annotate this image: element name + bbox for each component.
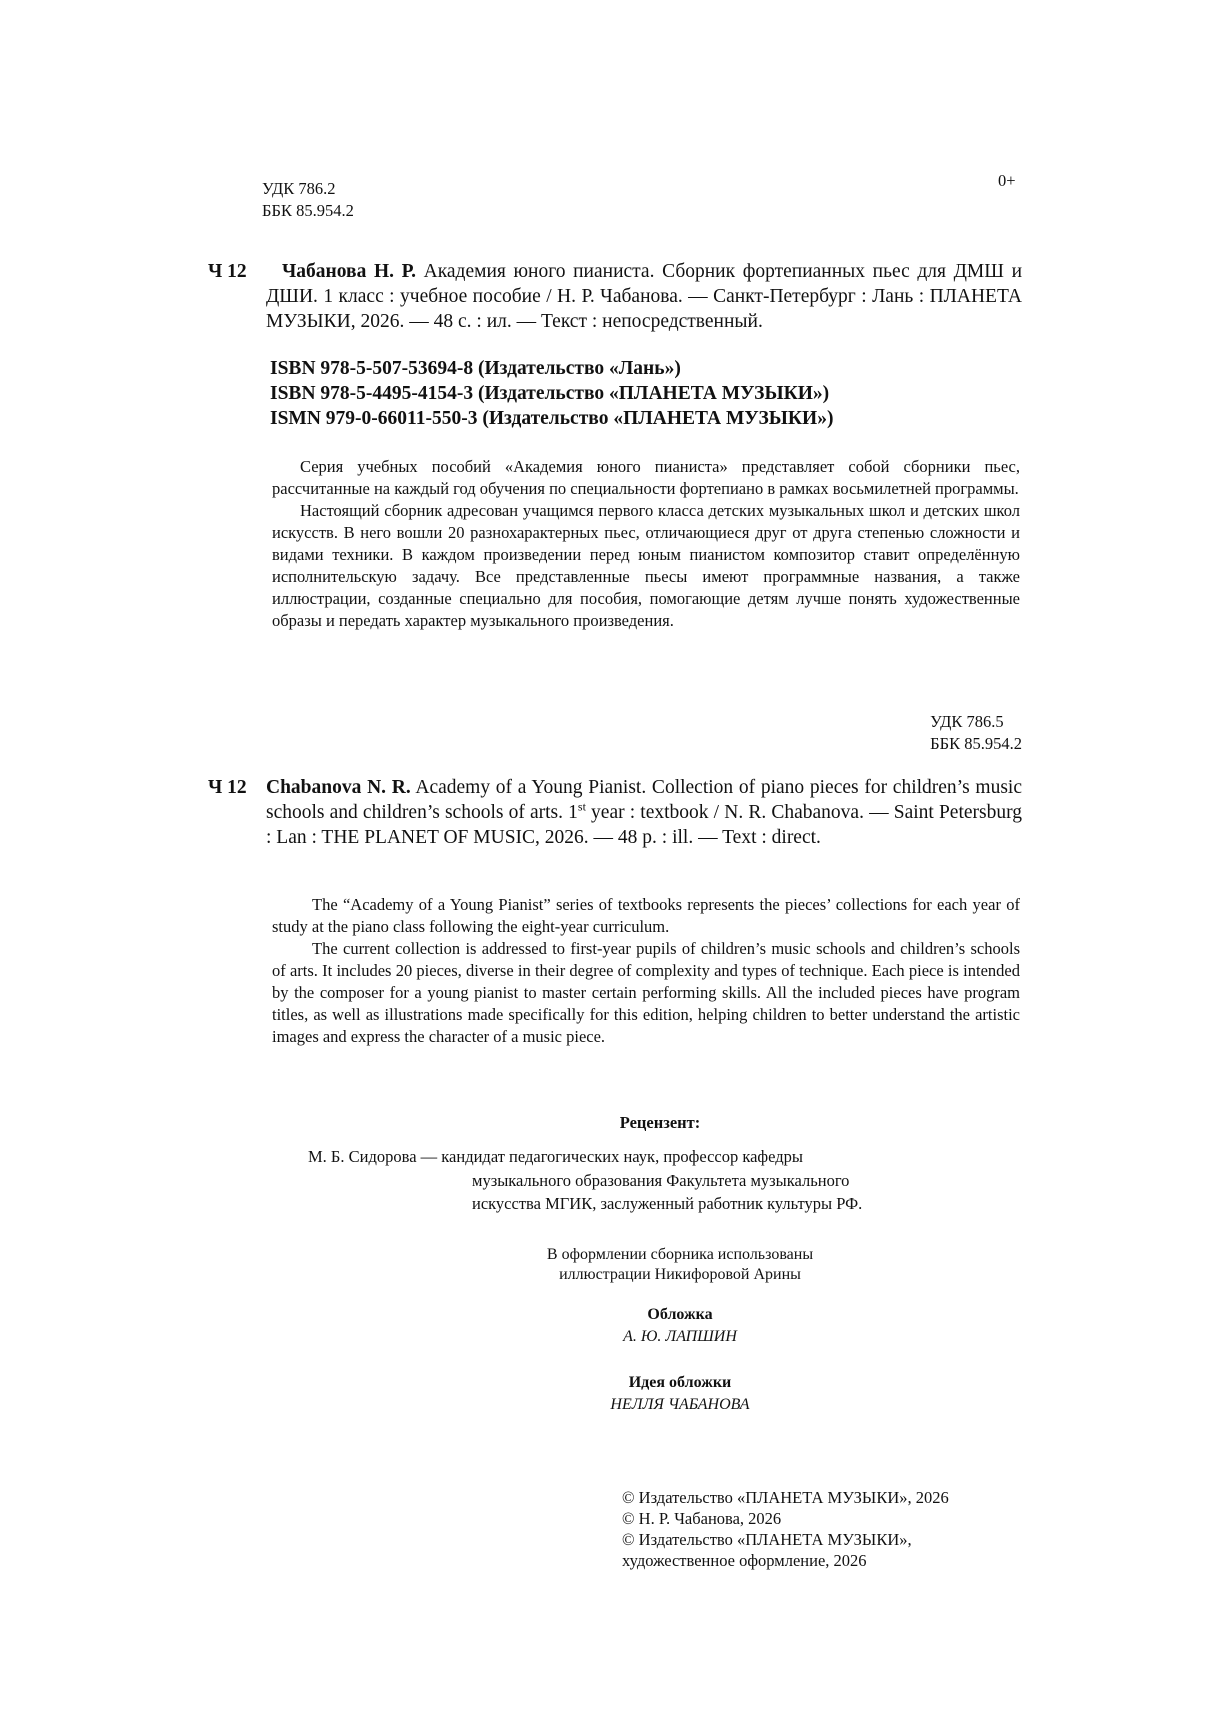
ru-abstract-paragraph: Настоящий сборник адресован учащимся первого класса детских музыкальных школ и детских школ искусств. В него вошли 20 разнохарактерных пьес, отличающиеся друг от друга степенью сложности и видами техники. В каждом произведении перед юным пианистом композитор ставит определённую исполнительскую задачу. Все представленные пьесы имеют программные названия, а также иллюстрации, созданные специально для пособия, помогающие детям лучше понять художественные образы и передать характер музыкального произведения. bbox=[272, 501, 1020, 630]
copyright-block bbox=[622, 1487, 949, 1571]
en-author: Chabanova N. R. bbox=[266, 777, 411, 798]
en-abstract-paragraph: The current collection is addressed to first-year pupils of children’s music schools and children’s schools of arts. It includes 20 pieces, diverse in their degree of complexity and types of technique. Each piece is intended by the composer for a young pianist to master certain performing skills. All the included pieces have program titles, as well as illustrations made specifically for this edition, helping children to better understand the artistic images and express the character of a music piece. bbox=[272, 939, 1020, 1046]
cover-name: А. Ю. ЛАПШИН bbox=[623, 1328, 737, 1345]
udk-code: УДК 786.2 bbox=[262, 179, 336, 198]
age-rating: 0+ bbox=[998, 171, 1016, 190]
en-entry-text-1: Academy of a Young Pianist. Collection of piano pieces for children’s music schools and children’s schools of arts. 1 bbox=[266, 777, 1022, 823]
ru-author: Чабанова Н. Р. bbox=[282, 261, 416, 282]
reviewer-line-2: музыкального образования Факультета музыкального bbox=[472, 1171, 850, 1190]
illustrations-line-1: В оформлении сборника использованы bbox=[546, 1246, 814, 1263]
isbn-lan: ISBN 978-5-507-53694-8 (Издательство «Лань») bbox=[270, 358, 681, 379]
ru-abstract bbox=[272, 456, 1020, 632]
second-codes bbox=[930, 711, 1022, 755]
udk-code-2: УДК 786.5 bbox=[930, 712, 1004, 731]
cover-idea-name: НЕЛЛЯ ЧАБАНОВА bbox=[610, 1396, 750, 1413]
copyright-line: художественное оформление, 2026 bbox=[622, 1551, 867, 1570]
cover-credit bbox=[480, 1304, 880, 1348]
ismn-planeta: ISMN 979-0-66011-550-3 (Издательство «ПЛАНЕТА МУЗЫКИ») bbox=[270, 408, 834, 429]
reviewer-line-3: искусства МГИК, заслуженный работник культуры РФ. bbox=[472, 1194, 863, 1213]
bbk-code: ББК 85.954.2 bbox=[262, 201, 354, 220]
ru-abstract-paragraph: Серия учебных пособий «Академия юного пианиста» представляет собой сборники пьес, рассчитанные на каждый год обучения по специальности фортепиано в рамках восьмилетней программы. bbox=[272, 457, 1020, 498]
illustrations-credit bbox=[480, 1245, 880, 1285]
isbn-block bbox=[270, 356, 833, 431]
en-bibliographic-entry bbox=[266, 775, 1022, 850]
copyright-line: © Н. Р. Чабанова, 2026 bbox=[622, 1509, 782, 1528]
ru-entry-text: Академия юного пианиста. Сборник фортепианных пьес для ДМШ и ДШИ. 1 класс : учебное пособие / Н. Р. Чабанова. — Санкт-Петербург : Лань : ПЛАНЕТА МУЗЫКИ, 2026. — 48 с. : ил. — Текст : непосредственный. bbox=[266, 261, 1022, 332]
copyright-line: © Издательство «ПЛАНЕТА МУЗЫКИ», bbox=[622, 1530, 912, 1549]
reviewer-heading: Рецензент: bbox=[619, 1113, 701, 1132]
copyright-line: © Издательство «ПЛАНЕТА МУЗЫКИ», 2026 bbox=[622, 1488, 949, 1507]
bbk-code-2: ББК 85.954.2 bbox=[930, 734, 1022, 753]
illustrations-line-2: иллюстрации Никифоровой Арины bbox=[559, 1266, 801, 1283]
cover-idea-heading: Идея обложки bbox=[628, 1374, 732, 1391]
cover-heading: Обложка bbox=[647, 1306, 713, 1323]
reviewer-line-1: М. Б. Сидорова — кандидат педагогических наук, профессор кафедры bbox=[308, 1147, 803, 1166]
en-entry-text-2: year : textbook / N. R. Chabanova. — Saint Petersburg : Lan : THE PLANET OF MUSIC, 2026. — 48 p. : ill. — Text : direct. bbox=[266, 802, 1022, 848]
en-abstract-paragraph: The “Academy of a Young Pianist” series of textbooks represents the pieces’ collections for each year of study at the piano class following the eight-year curriculum. bbox=[272, 895, 1020, 936]
en-index-code: Ч 12 bbox=[208, 777, 247, 798]
en-entry-superscript: st bbox=[577, 799, 586, 814]
en-abstract bbox=[272, 894, 1020, 1048]
isbn-planeta: ISBN 978-5-4495-4154-3 (Издательство «ПЛАНЕТА МУЗЫКИ») bbox=[270, 383, 830, 404]
cover-idea-credit bbox=[480, 1372, 880, 1416]
ru-index-code: Ч 12 bbox=[208, 261, 247, 282]
ru-bibliographic-entry bbox=[250, 259, 1022, 334]
